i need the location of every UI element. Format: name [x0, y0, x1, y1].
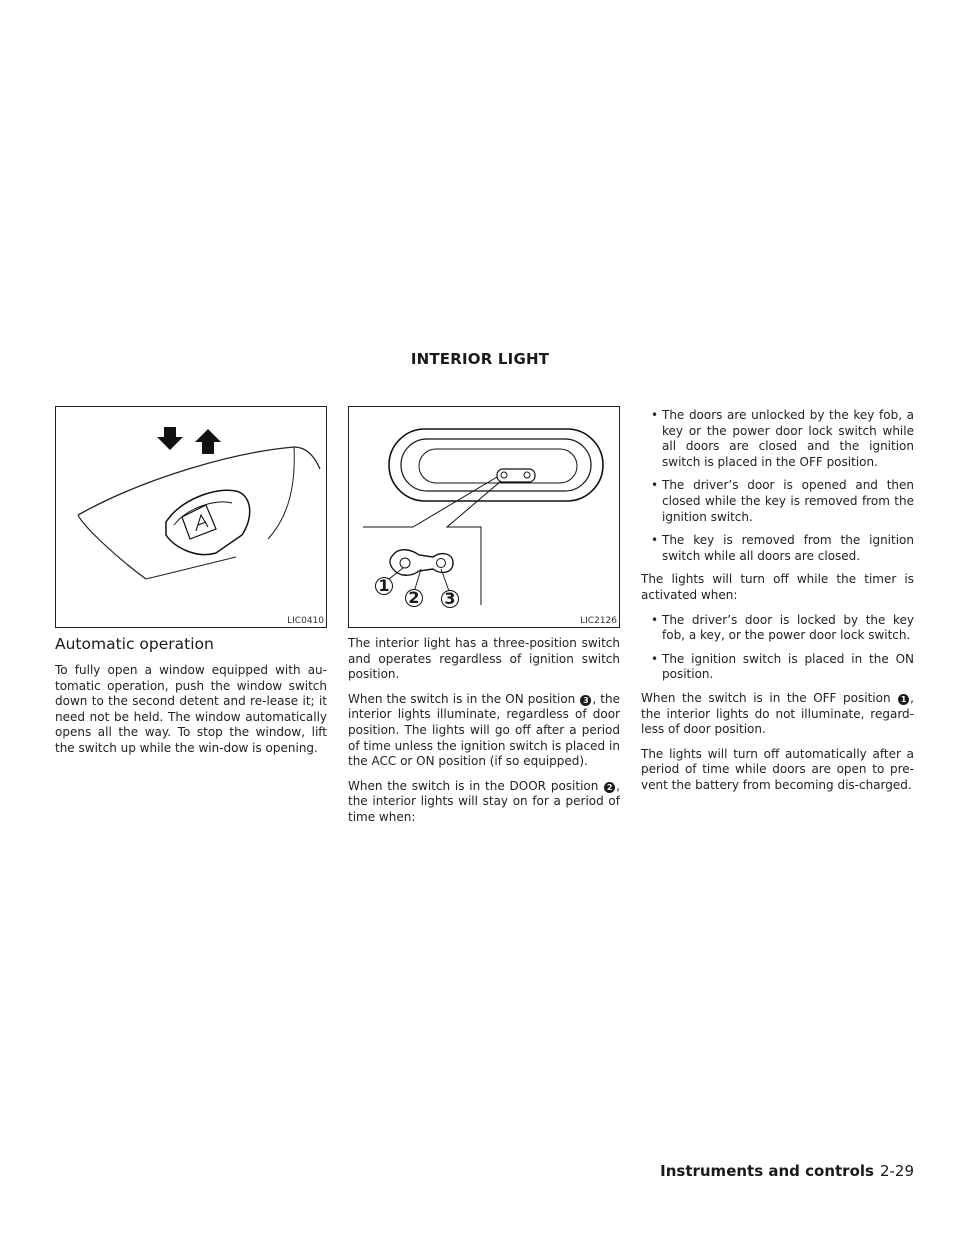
interior-light-figure [348, 406, 620, 628]
three-position-paragraph: The interior light has a three-position switch and operates regardless of ignition switch position. [348, 636, 620, 682]
chapter-name: Instruments and controls [660, 1162, 874, 1180]
window-switch-figure [55, 406, 327, 628]
timer-conditions-list [641, 613, 914, 683]
on-position-paragraph [348, 692, 620, 770]
position-2-marker: 2 [604, 782, 615, 793]
list-item: • The driver’s door is locked by the key fob, a key, or the power door lock switch. [641, 613, 914, 644]
subheading-automatic-operation: Automatic operation [55, 635, 214, 653]
callout-1: 1 [375, 577, 393, 595]
page-footer [660, 1162, 914, 1180]
list-item: • The ignition switch is placed in the ON position. [641, 652, 914, 683]
figure-code: LIC2126 [580, 616, 617, 626]
battery-paragraph: The lights will turn off automatically after a period of time while doors are open to pre-vent the battery from becoming dis-charged. [641, 746, 914, 792]
door-position-text-start: When the switch is in the DOOR position [348, 778, 604, 793]
callout-2: 2 [405, 589, 423, 607]
list-item: • The doors are unlocked by the key fob, a key or the power door lock switch while all doors are closed and the ignition switch is placed in the OFF position. [641, 408, 914, 470]
off-position-paragraph [641, 691, 914, 738]
figure-code: LIC0410 [287, 616, 324, 626]
on-position-text-end: , the interior lights illuminate, regardless of door position. The lights will go off after a period of time unless the ignition switch is placed in the ACC or ON position (if so equipped). [348, 691, 620, 769]
position-3-marker: 3 [580, 695, 591, 706]
on-position-text-start: When the switch is in the ON position [348, 691, 580, 706]
automatic-operation-paragraph: To fully open a window equipped with au-tomatic operation, push the window switch down to the second detent and re-lease it; it need not be held. The window automatically opens all the way. To stop the window, lift the switch up while the win-dow is opening. [55, 663, 327, 755]
left-column [55, 406, 327, 766]
middle-column [348, 406, 620, 835]
page-number: 2-29 [879, 1162, 914, 1180]
list-item: • The key is removed from the ignition switch while all doors are closed. [641, 533, 914, 564]
door-conditions-list [641, 408, 914, 564]
callout-3: 3 [441, 590, 459, 608]
door-position-text-end: , the interior lights will stay on for a period of time when: [348, 778, 620, 824]
arrow-down-icon [157, 427, 183, 450]
section-title: INTERIOR LIGHT [410, 350, 550, 368]
off-position-text-start: When the switch is in the OFF position [641, 690, 898, 705]
window-switch-illustration [56, 407, 326, 627]
right-column [641, 406, 914, 802]
off-position-text-end: , the interior lights do not illuminate, regard-less of door position. [641, 690, 914, 737]
timer-paragraph: The lights will turn off while the timer is activated when: [641, 572, 914, 602]
arrow-up-icon [195, 429, 221, 454]
door-position-paragraph [348, 779, 620, 826]
position-1-marker: 1 [898, 694, 909, 705]
list-item: • The driver’s door is opened and then closed while the key is removed from the ignition switch. [641, 478, 914, 525]
